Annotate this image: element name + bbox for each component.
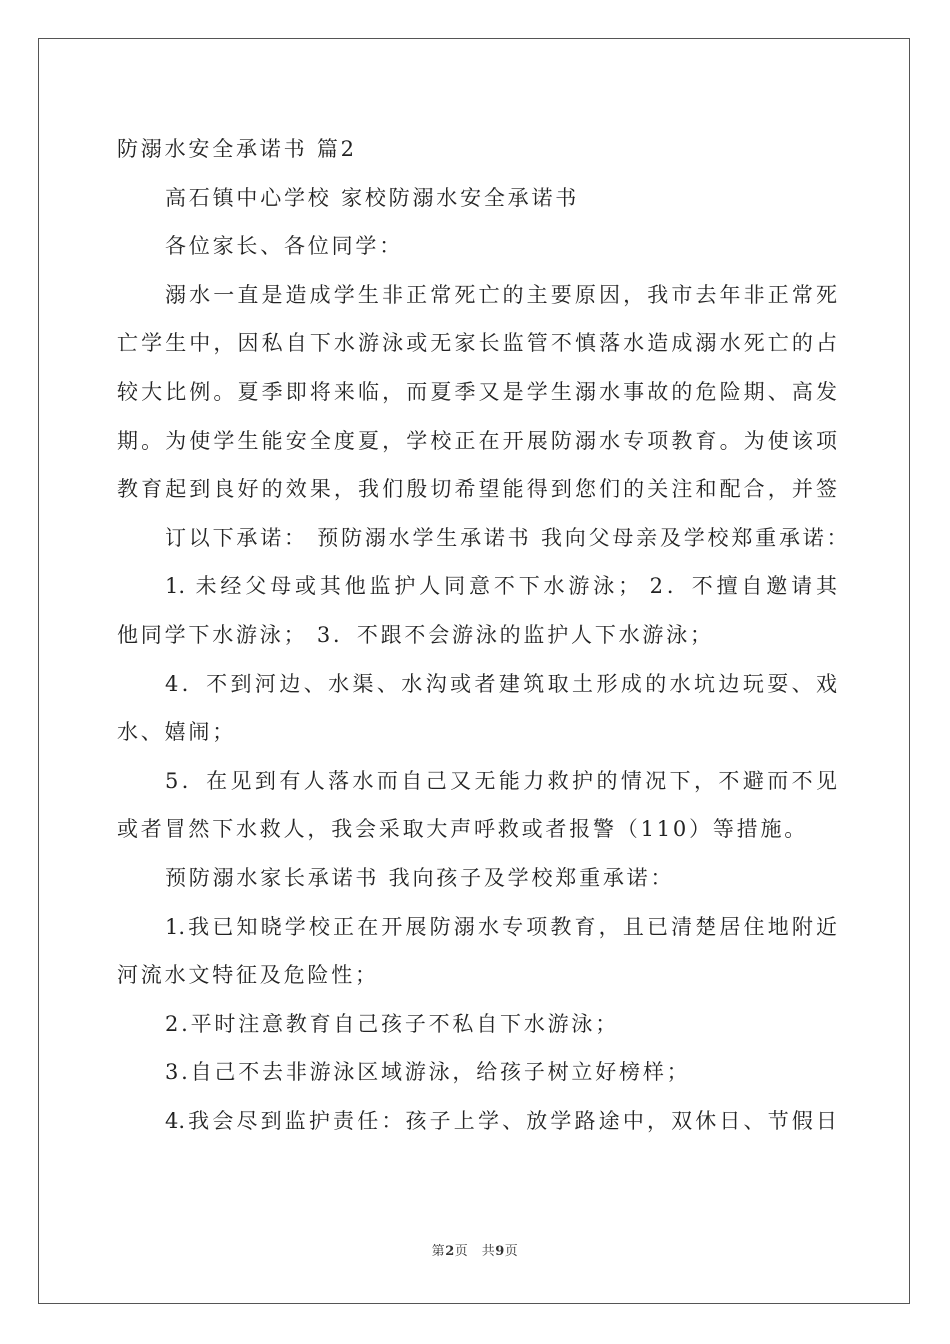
total-pages-number: 9 bbox=[495, 1244, 505, 1259]
parent-pledge-item: 4.我会尽到监护责任：孩子上学、放学路途中，双休日、节假日 bbox=[165, 1108, 837, 1133]
document-title: 防溺水安全承诺书 篇2 bbox=[117, 137, 357, 161]
parent-pledge-item: 2.平时注意教育自己孩子不私自下水游泳； bbox=[165, 1011, 620, 1036]
student-pledge-item: 他同学下水游泳； 3．不跟不会游泳的监护人下水游泳； bbox=[117, 622, 714, 647]
parent-pledge-heading: 预防溺水家长承诺书 我向孩子及学校郑重承诺： bbox=[165, 865, 675, 890]
student-pledge-item: 或者冒然下水救人，我会采取大声呼救或者报警（110）等措施。 bbox=[117, 817, 809, 842]
salutation: 各位家长、各位同学： bbox=[165, 234, 403, 259]
student-pledge-item: 1. 未经父母或其他监护人同意不下水游泳； 2．不擅自邀请其 bbox=[165, 574, 837, 599]
current-page-number: 2 bbox=[445, 1244, 455, 1259]
paragraph-line: 教育起到良好的效果，我们殷切希望能得到您们的关注和配合，并签 bbox=[117, 477, 837, 502]
student-pledge-item: 4．不到河边、水渠、水沟或者建筑取土形成的水坑边玩耍、戏 bbox=[165, 671, 837, 696]
student-pledge-item: 水、嬉闹； bbox=[117, 720, 236, 745]
student-pledge-item: 5．在见到有人落水而自己又无能力救护的情况下，不避而不见 bbox=[165, 768, 837, 793]
footer-suffix: 页 bbox=[504, 1244, 519, 1259]
parent-pledge-item: 3.自己不去非游泳区域游泳，给孩子树立好榜样； bbox=[165, 1060, 691, 1085]
document-body bbox=[117, 125, 851, 1145]
paragraph-line: 订以下承诺： 预防溺水学生承诺书 我向父母亲及学校郑重承诺： bbox=[165, 525, 851, 550]
paragraph-line: 溺水一直是造成学生非正常死亡的主要原因，我市去年非正常死 bbox=[165, 282, 837, 307]
footer-prefix: 第 bbox=[431, 1244, 446, 1259]
school-heading: 高石镇中心学校 家校防溺水安全承诺书 bbox=[165, 185, 580, 210]
page-footer bbox=[0, 1240, 950, 1259]
parent-pledge-item: 河流水文特征及危险性； bbox=[117, 963, 379, 988]
footer-mid: 页 共 bbox=[454, 1244, 496, 1259]
parent-pledge-item: 1.我已知晓学校正在开展防溺水专项教育，且已清楚居住地附近 bbox=[165, 914, 837, 939]
paragraph-line: 期。为使学生能安全度夏，学校正在开展防溺水专项教育。为使该项 bbox=[117, 428, 837, 453]
paragraph-line: 较大比例。夏季即将来临，而夏季又是学生溺水事故的危险期、高发 bbox=[117, 379, 837, 404]
paragraph-line: 亡学生中，因私自下水游泳或无家长监管不慎落水造成溺水死亡的占 bbox=[117, 331, 837, 356]
